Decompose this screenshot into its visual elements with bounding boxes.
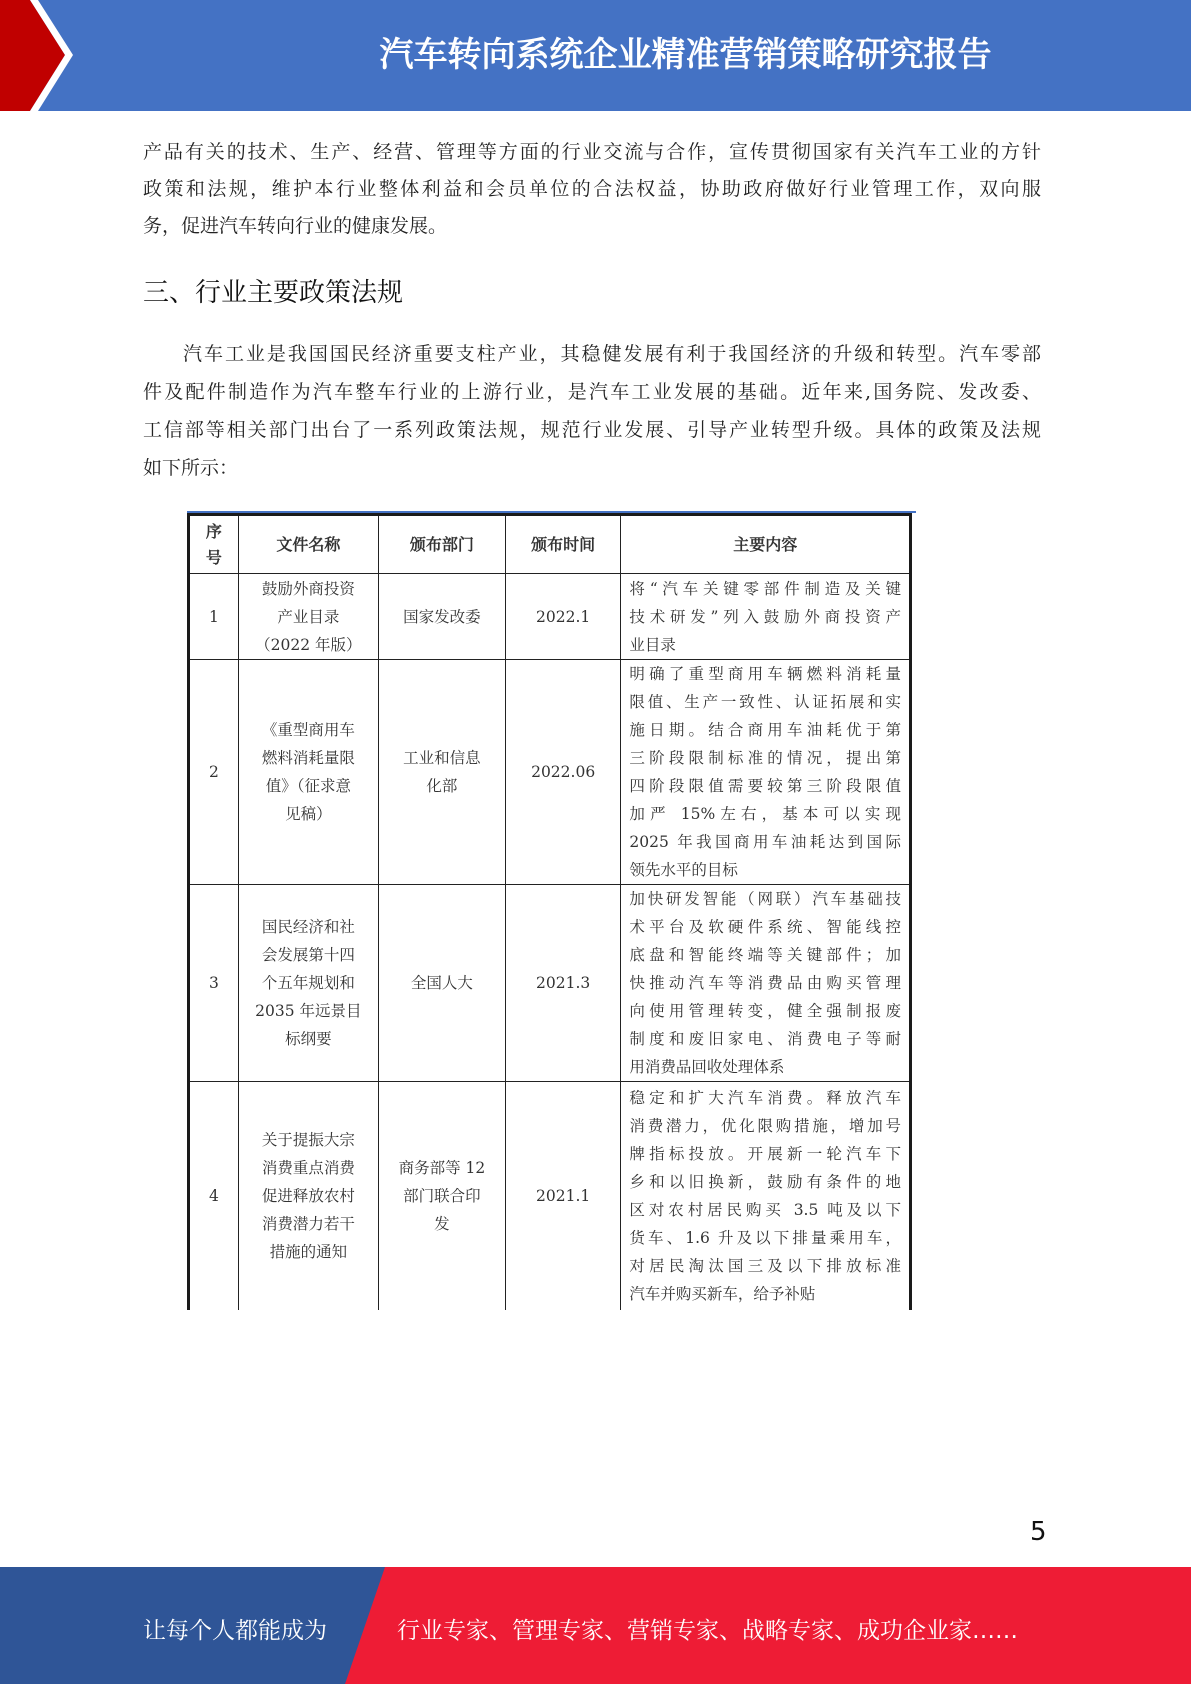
cell-name-line: 产业目录 (277, 607, 340, 626)
cell-name-line: 个五年规划和 (261, 974, 355, 992)
cell-content (621, 1082, 911, 1310)
cell-name-line: （2022 年版） (255, 635, 362, 654)
cell-no: 2 (189, 660, 239, 885)
cell-name-line: 消费重点消费 (261, 1158, 355, 1177)
cell-no: 4 (189, 1082, 239, 1310)
footer-slogan-left: 让每个人都能成为 (143, 1618, 327, 1644)
cell-dept (378, 660, 505, 885)
header-date: 颁布时间 (505, 515, 621, 574)
cell-content-line: 业目录 (629, 635, 676, 654)
cell-content-line: 快推动汽车等消费品由购买管理 (629, 974, 901, 992)
policy-table (187, 513, 912, 1310)
cell-content-line: 稳定和扩大汽车消费。释放汽车 (629, 1088, 901, 1107)
cell-name (238, 574, 378, 660)
cell-content-line: 将“汽车关键零部件制造及关键 (629, 579, 901, 598)
cell-content-line: 底盘和智能终端等关键部件；加 (629, 946, 901, 964)
section-heading: 三、行业主要政策法规 (143, 278, 404, 308)
cell-content (621, 660, 911, 885)
paragraph-line: 汽车工业是我国国民经济重要支柱产业，其稳健发展有利于我国经济的升级和转型。汽车零部 (183, 343, 1041, 365)
cell-content-line: 向使用管理转变，健全强制报废 (629, 1002, 901, 1020)
paragraph-line: 如下所示： (143, 457, 239, 479)
cell-name-line: 鼓励外商投资 (261, 579, 355, 598)
cell-content-line: 2025 年我国商用车油耗达到国际 (629, 833, 901, 851)
cell-content-line: 牌指标投放。开展新一轮汽车下 (629, 1144, 901, 1163)
cell-dept (378, 574, 505, 660)
cell-content-line: 术平台及软硬件系统、智能线控 (629, 918, 901, 936)
table-row (189, 885, 911, 1082)
cell-content-line: 技术研发”列入鼓励外商投资产 (629, 607, 901, 626)
cell-name-line: 2035 年远景目 (255, 1002, 362, 1020)
cell-name-line: 燃料消耗量限 (261, 749, 355, 767)
cell-content-line: 对居民淘汰国三及以下排放标准 (629, 1256, 901, 1275)
header-name: 文件名称 (238, 515, 378, 574)
cell-no: 1 (189, 574, 239, 660)
cell-content-line: 四阶段限值需要较第三阶段限值 (629, 777, 901, 795)
cell-dept (378, 885, 505, 1082)
cell-dept-line: 化部 (426, 777, 458, 795)
cell-content (621, 885, 911, 1082)
cell-name-line: 《重型商用车 (261, 721, 355, 739)
header-content: 主要内容 (621, 515, 911, 574)
header-dept: 颁布部门 (378, 515, 505, 574)
cell-name-line: 值》（征求意 (265, 777, 351, 795)
paragraph-line: 件及配件制造作为汽车整车行业的上游行业，是汽车工业发展的基础。近年来,国务院、发改委、 (143, 381, 1041, 403)
cell-dept-line: 商务部等 12 (398, 1158, 486, 1177)
cell-content-line: 施日期。结合商用车油耗优于第 (629, 721, 901, 739)
cell-date: 2021.3 (505, 885, 621, 1082)
cell-date: 2021.1 (505, 1082, 621, 1310)
page-number: 5 (1030, 1517, 1047, 1547)
cell-content-line: 用消费品回收处理体系 (629, 1058, 785, 1076)
intro-line: 政策和法规，维护本行业整体利益和会员单位的合法权益，协助政府做好行业管理工作，双向服 (143, 178, 1041, 200)
cell-name-line: 措施的通知 (269, 1242, 348, 1261)
table-header-row (189, 515, 911, 574)
cell-content-line: 汽车并购买新车，给予补贴 (629, 1284, 816, 1303)
cell-content-line: 区对农村居民购买 3.5 吨及以下 (629, 1200, 901, 1219)
cell-name-line: 消费潜力若干 (261, 1214, 355, 1233)
cell-date: 2022.06 (505, 660, 621, 885)
cell-content-line: 加严 15%左右，基本可以实现 (629, 805, 901, 823)
cell-content-line: 消费潜力，优化限购措施，增加号 (629, 1116, 901, 1135)
cell-content-line: 限值、生产一致性、认证拓展和实 (629, 693, 901, 711)
cell-dept (378, 1082, 505, 1310)
cell-content-line: 领先水平的目标 (629, 861, 738, 879)
cell-dept-line: 全国人大 (410, 974, 473, 992)
intro-line: 产品有关的技术、生产、经营、管理等方面的行业交流与合作，宣传贯彻国家有关汽车工业的方针 (143, 141, 1041, 163)
header-banner (0, 0, 1191, 111)
cell-name-line: 促进释放农村 (261, 1186, 355, 1205)
table-row (189, 574, 911, 660)
cell-content-line: 三阶段限制标准的情况，提出第 (629, 749, 901, 767)
cell-content-line: 制度和废旧家电、消费电子等耐 (629, 1030, 901, 1048)
cell-name-line: 见稿） (285, 805, 332, 823)
cell-dept-line: 工业和信息 (403, 749, 481, 767)
cell-content-line: 明确了重型商用车辆燃料消耗量 (629, 665, 901, 683)
cell-date: 2022.1 (505, 574, 621, 660)
cell-dept-line: 发 (434, 1214, 450, 1233)
table-row (189, 660, 911, 885)
paragraph-line: 工信部等相关部门出台了一系列政策法规，规范行业发展、引导产业转型升级。具体的政策及法规 (143, 419, 1041, 441)
cell-name-line: 国民经济和社 (261, 918, 355, 936)
chevron-decoration-icon (0, 0, 200, 111)
cell-name (238, 660, 378, 885)
cell-content-line: 加快研发智能（网联）汽车基础技 (629, 890, 901, 908)
report-title: 汽车转向系统企业精准营销策略研究报告 (379, 35, 992, 75)
cell-name (238, 885, 378, 1082)
intro-line: 务，促进汽车转向行业的健康发展。 (143, 215, 448, 237)
cell-name-line: 关于提振大宗 (261, 1130, 355, 1149)
cell-content-line: 货车、1.6 升及以下排量乘用车， (629, 1228, 901, 1247)
cell-no: 3 (189, 885, 239, 1082)
cell-name-line: 标纲要 (285, 1030, 332, 1048)
cell-name-line: 会发展第十四 (261, 946, 355, 964)
cell-content (621, 574, 911, 660)
cell-name (238, 1082, 378, 1310)
cell-content-line: 乡和以旧换新，鼓励有条件的地 (629, 1172, 901, 1191)
cell-dept-line: 部门联合印 (403, 1186, 481, 1205)
table-row (189, 1082, 911, 1310)
header-no: 序号 (189, 515, 239, 574)
footer-slogan-right: 行业专家、管理专家、营销专家、战略专家、成功企业家…… (397, 1618, 1018, 1644)
cell-dept-line: 国家发改委 (403, 607, 481, 626)
